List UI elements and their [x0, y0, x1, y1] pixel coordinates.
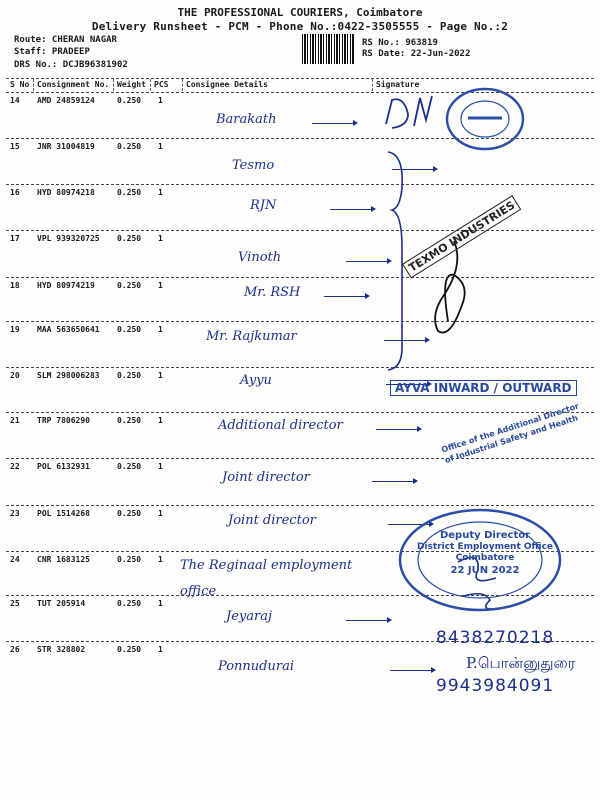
row-consignee-handwritten: Ayyu: [240, 373, 272, 388]
rs-date: RS Date: 22-Jun-2022: [362, 49, 471, 59]
row-sno: 17: [10, 234, 20, 243]
row-consignee-handwritten: Joint director: [228, 513, 316, 528]
col-consignment: Consignment No.: [37, 80, 110, 89]
phone-number-1: 8438270218: [436, 628, 555, 648]
row-consignment-no: TUT 205914: [37, 599, 86, 608]
row-weight: 0.250: [117, 509, 142, 518]
row-sno: 19: [10, 325, 20, 334]
row-pcs: 1: [158, 234, 163, 243]
row-sno: 21: [10, 416, 20, 425]
row-weight: 0.250: [117, 281, 142, 290]
row-pcs: 1: [158, 325, 163, 334]
delivery-arrow: [390, 670, 434, 671]
industries-stamp: TEXMO INDUSTRIES: [402, 195, 522, 279]
inward-outward-stamp: AYVA INWARD / OUTWARD: [390, 380, 577, 396]
row-consignee-handwritten: The Reginaal employment office: [180, 558, 353, 599]
row-consignee-handwritten: Vinoth: [238, 250, 282, 265]
row-consignment-no: STR 328802: [37, 645, 86, 654]
header-top-rule: [6, 78, 594, 79]
delivery-arrow: [346, 620, 390, 621]
row-separator: [6, 458, 594, 459]
row-sno: 26: [10, 645, 20, 654]
staff-label: Staff: PRADEEP: [14, 47, 90, 57]
row-consignee-handwritten: Jeyaraj: [226, 609, 272, 624]
col-sno: S No: [10, 80, 30, 89]
row-pcs: 1: [158, 371, 163, 380]
row-consignee-handwritten: Barakath: [216, 112, 277, 127]
row-sno: 23: [10, 509, 20, 518]
row-sno: 24: [10, 555, 20, 564]
row-consignee-handwritten: RJN: [250, 198, 277, 213]
row-consignment-no: HYD 80974218: [37, 188, 95, 197]
delivery-arrow: [330, 209, 374, 210]
row-weight: 0.250: [117, 645, 142, 654]
row-sno: 25: [10, 599, 20, 608]
deputy-stamp-line2: District Employment Office: [416, 542, 554, 552]
row-separator: [6, 321, 594, 322]
deputy-stamp-line1: Deputy Director: [439, 530, 531, 541]
row-pcs: 1: [158, 281, 163, 290]
row-pcs: 1: [158, 142, 163, 151]
row-weight: 0.250: [117, 142, 142, 151]
col-signature: Signature: [376, 80, 420, 89]
row-weight: 0.250: [117, 555, 142, 564]
row-weight: 0.250: [117, 416, 142, 425]
row-consignment-no: MAA 563650641: [37, 325, 100, 334]
row-weight: 0.250: [117, 371, 142, 380]
delivery-arrow: [324, 296, 368, 297]
row-pcs: 1: [158, 645, 163, 654]
row-pcs: 1: [158, 416, 163, 425]
route-label: Route: CHERAN NAGAR: [14, 35, 117, 45]
row-weight: 0.250: [117, 96, 142, 105]
row-consignee-handwritten: Mr. RSH: [244, 285, 301, 300]
drs-label: DRS No.: DCJB96381902: [14, 60, 128, 70]
rs-number: RS No.: 963819: [362, 38, 438, 48]
deputy-stamp-line3: Coimbatore: [455, 553, 515, 563]
row-sno: 15: [10, 142, 20, 151]
row-consignment-no: VPL 939320725: [37, 234, 100, 243]
row-consignee-handwritten: Additional director: [218, 418, 343, 433]
row-consignee-handwritten: Tesmo: [232, 158, 275, 173]
barcode: [302, 34, 354, 64]
col-weight: Weight: [117, 80, 146, 89]
row-consignment-no: HYD 80974219: [37, 281, 95, 290]
row-pcs: 1: [158, 509, 163, 518]
row-consignment-no: POL 6132931: [37, 462, 90, 471]
runsheet-subtitle: Delivery Runsheet - PCM - Phone No.:0422-3505555 - Page No.:2: [91, 20, 509, 33]
row-weight: 0.250: [117, 325, 142, 334]
row-sno: 22: [10, 462, 20, 471]
row-weight: 0.250: [117, 462, 142, 471]
row-consignment-no: TRP 7806290: [37, 416, 90, 425]
row-consignment-no: AMD 24859124: [37, 96, 95, 105]
courier-title: THE PROFESSIONAL COURIERS, Coimbatore: [177, 6, 423, 19]
row-weight: 0.250: [117, 599, 142, 608]
row-pcs: 1: [158, 96, 163, 105]
row-separator: [6, 184, 594, 185]
delivery-arrow: [312, 123, 356, 124]
row-consignment-no: CNR 1683125: [37, 555, 90, 564]
row-consignee-handwritten: Ponnudurai: [218, 659, 294, 674]
row-weight: 0.250: [117, 234, 142, 243]
row-sno: 14: [10, 96, 20, 105]
row-consignee-handwritten: Mr. Rajkumar: [206, 329, 297, 344]
row-pcs: 1: [158, 462, 163, 471]
row-sno: 20: [10, 371, 20, 380]
delivery-arrow: [372, 481, 416, 482]
row-pcs: 1: [158, 188, 163, 197]
row-separator: [6, 277, 594, 278]
round-seal-stamp: [440, 84, 530, 154]
row-consignment-no: SLM 298006283: [37, 371, 100, 380]
row-separator: [6, 367, 594, 368]
row-sno: 18: [10, 281, 20, 290]
office-stamp: Office of the Additional Director of Industrial Safety and Health: [440, 401, 581, 465]
col-pcs: PCS: [154, 80, 169, 89]
phone-number-2: 9943984091: [436, 676, 555, 696]
tamil-name-note: P.பொன்னுதுரை: [466, 654, 576, 672]
row-sno: 16: [10, 188, 20, 197]
row-pcs: 1: [158, 599, 163, 608]
row-separator: [6, 412, 594, 413]
row-separator: [6, 230, 594, 231]
delivery-arrow: [376, 429, 420, 430]
row-consignment-no: POL 1514268: [37, 509, 90, 518]
row-consignment-no: JNR 31004819: [37, 142, 95, 151]
col-consignee: Consignee Details: [186, 80, 268, 89]
stamp-date: 22 JUN 2022: [450, 565, 520, 576]
row-pcs: 1: [158, 555, 163, 564]
row-consignee-handwritten: Joint director: [222, 470, 310, 485]
row-weight: 0.250: [117, 188, 142, 197]
